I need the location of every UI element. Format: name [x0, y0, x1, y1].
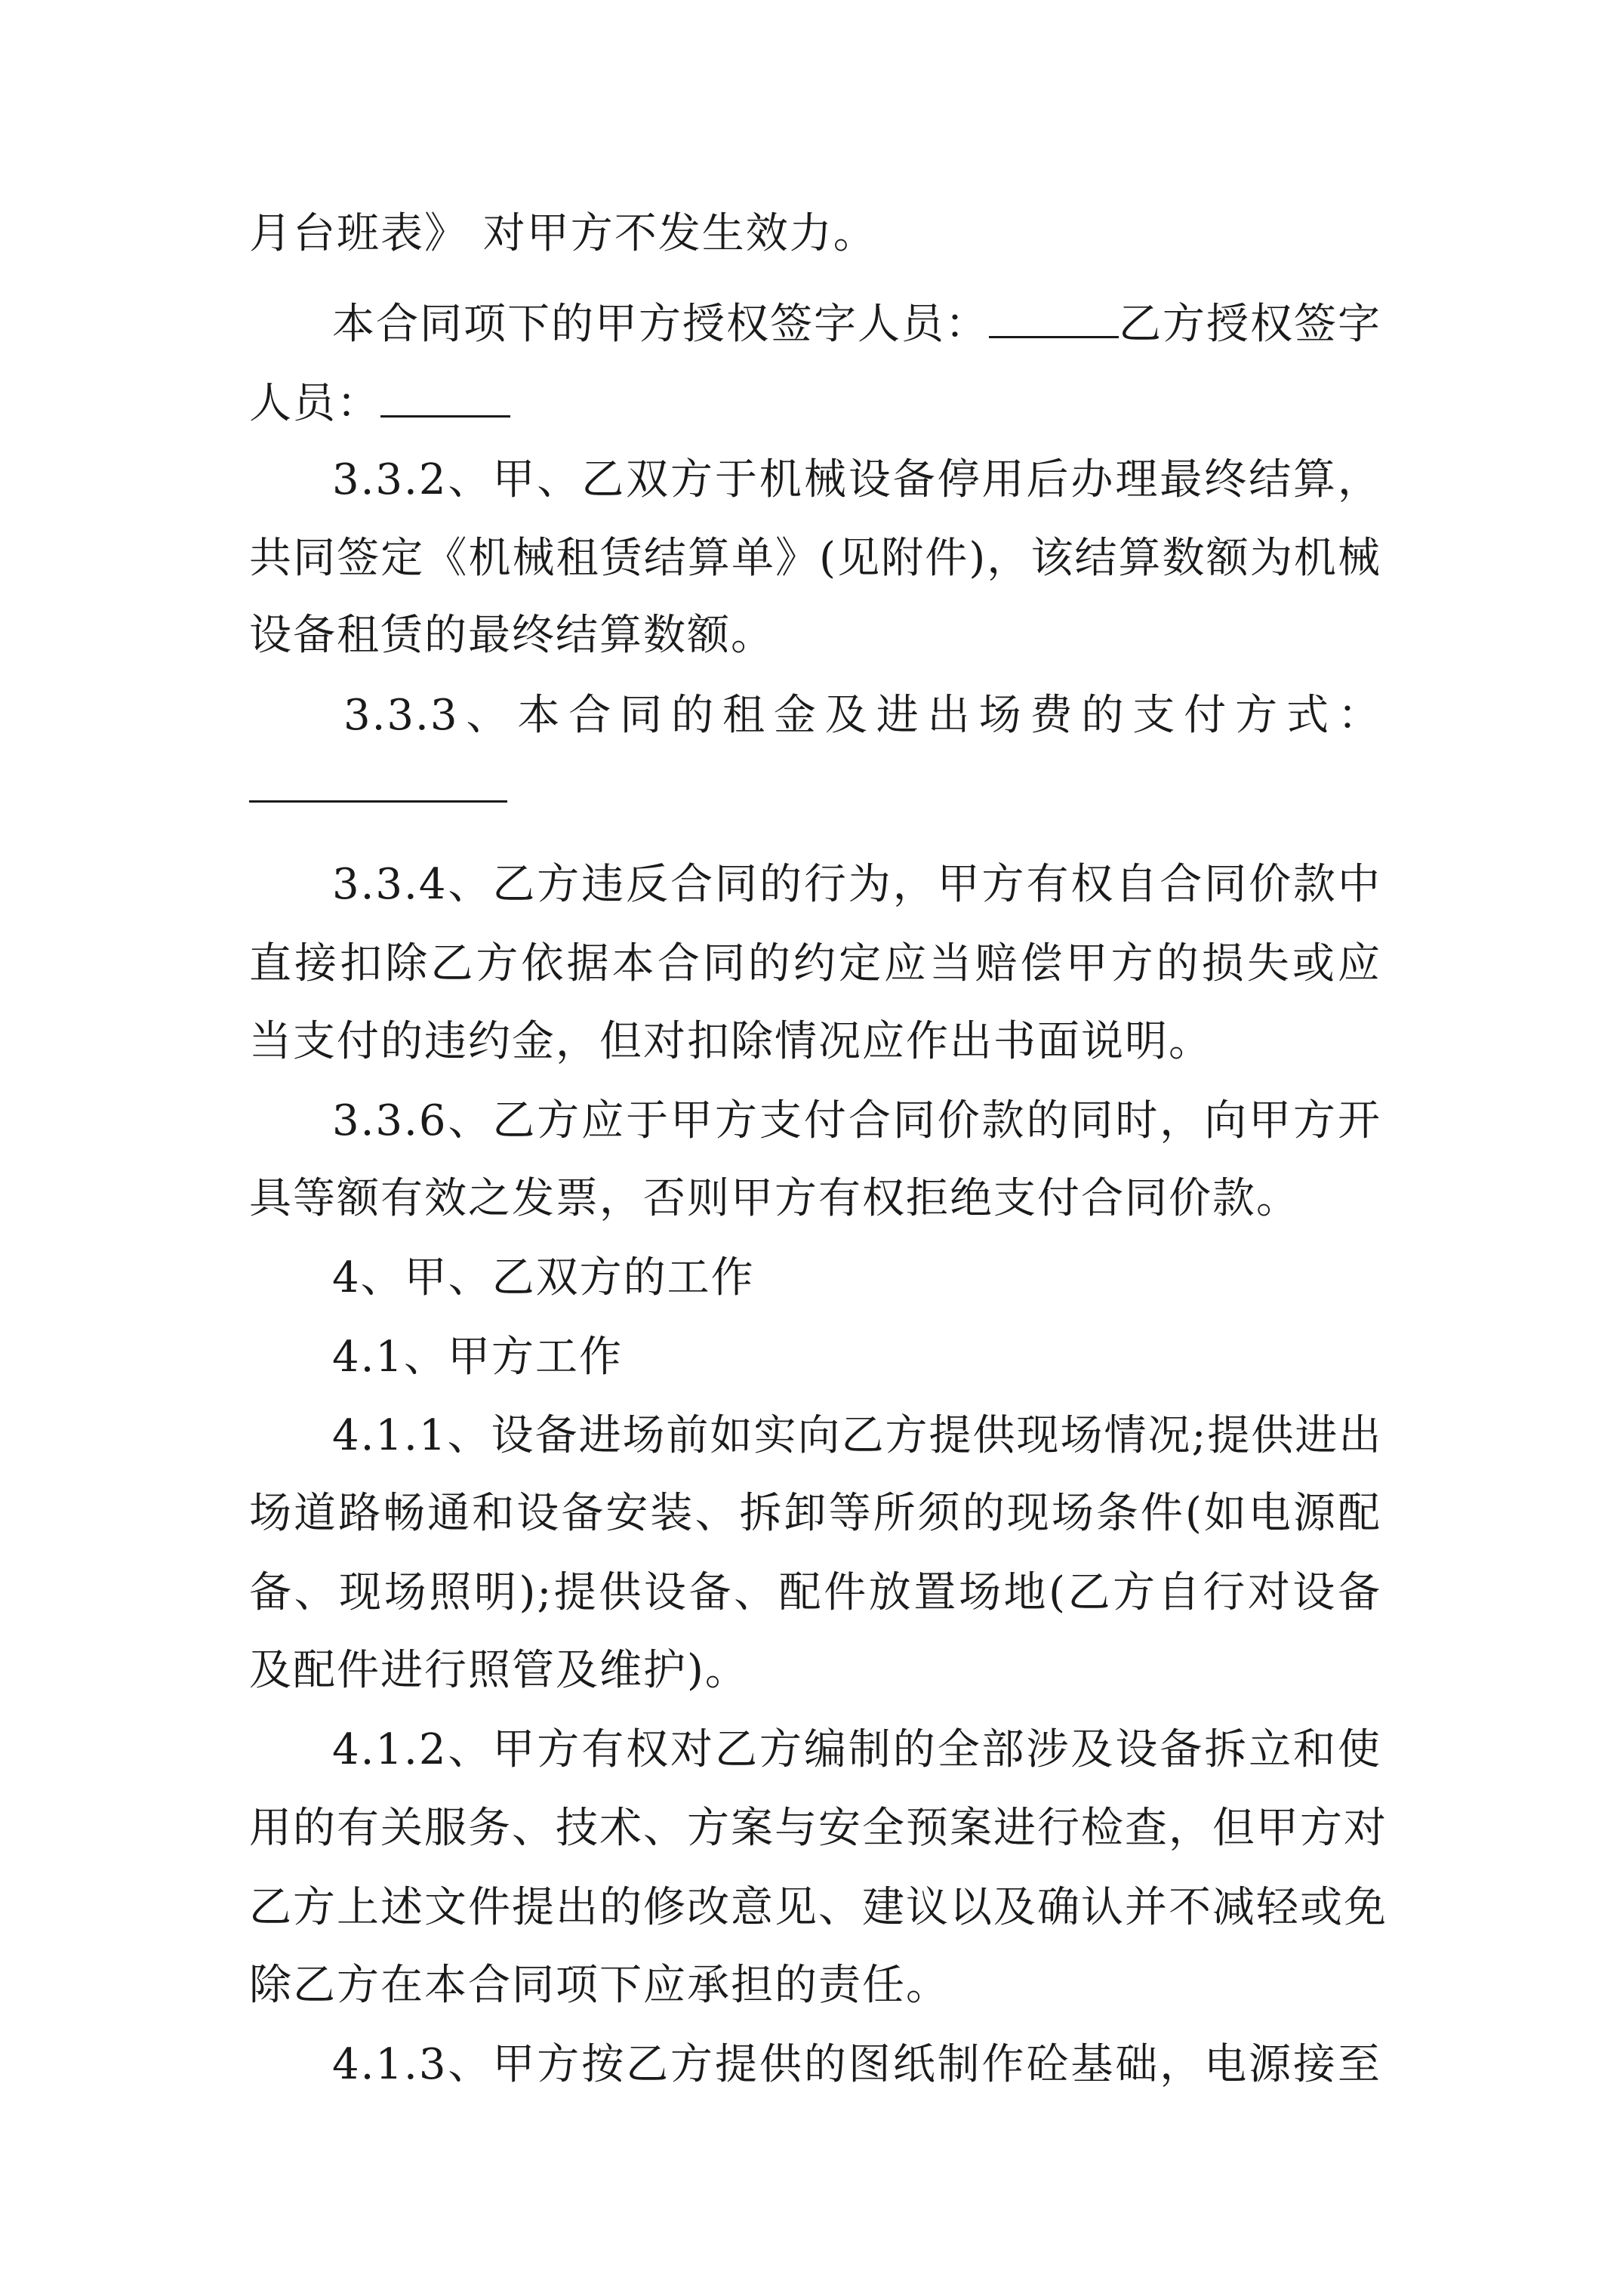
party-b-signatory-label: 乙方授权签字: [1119, 300, 1381, 349]
clause-4-1-1: 4.1.1、设备进场前如实向乙方提供现场情况;提供进出: [332, 1411, 1383, 1460]
subsection-heading: 4.1、甲方工作: [332, 1333, 624, 1382]
clause-4-1-2: 4.1.2、甲方有权对乙方编制的全部涉及设备拆立和使: [332, 1725, 1381, 1774]
paragraph-line: 场道路畅通和设备安装、拆卸等所须的现场条件(如电源配: [249, 1489, 1381, 1538]
paragraph-line: 除乙方在本合同项下应承担的责任。: [249, 1961, 950, 2010]
clause-4-1-3: 4.1.3、甲方按乙方提供的图纸制作砼基础，电源接至: [332, 2040, 1381, 2089]
signatory-line-cont: [249, 370, 1381, 430]
paragraph-line: 用的有关服务、技术、方案与安全预案进行检查，但甲方对: [249, 1804, 1387, 1853]
paragraph-line: 当支付的违约金，但对扣除情况应作出书面说明。: [249, 1017, 1212, 1066]
clause-3-3-3: 3.3.3、本合同的租金及进出场费的支付方式：: [343, 691, 1381, 740]
clause-3-3-4: 3.3.4、乙方违反合同的行为，甲方有权自合同价款中: [332, 860, 1381, 909]
paragraph-line: 具等额有效之发票，否则甲方有权拒绝支付合同价款。: [249, 1174, 1300, 1223]
paragraph-line: 设备租赁的最终结算数额。: [249, 611, 775, 660]
paragraph-line: 及配件进行照管及维护)。: [249, 1646, 749, 1695]
paragraph-line: 乙方上述文件提出的修改意见、建议以及确认并不减轻或免: [249, 1883, 1387, 1932]
clause-3-3-6: 3.3.6、乙方应于甲方支付合同价款的同时，向甲方开: [332, 1096, 1381, 1145]
paragraph-line: 月台班表》 对甲方不发生效力。: [249, 209, 877, 258]
paragraph-line: 直接扣除乙方依据本合同的约定应当赔偿甲方的损失或应: [249, 939, 1381, 988]
party-b-signatory-label-cont: 人员：: [249, 379, 380, 428]
signatory-line: [332, 291, 1464, 351]
paragraph-line: 备、现场照明);提供设备、配件放置场地(乙方自行对设备: [249, 1568, 1381, 1617]
section-heading: 4、甲、乙双方的工作: [332, 1253, 755, 1302]
payment-method-blank: [249, 800, 507, 803]
clause-3-3-2: 3.3.2、甲、乙双方于机械设备停用后办理最终结算，: [332, 455, 1381, 504]
party-b-signatory-blank: [380, 370, 510, 418]
paragraph-line: 共同签定《机械租赁结算单》(见附件)，该结算数额为机械: [249, 534, 1381, 583]
party-a-signatory-label: 本合同项下的甲方授权签字人员：: [332, 300, 989, 349]
party-a-signatory-blank: [989, 291, 1119, 338]
